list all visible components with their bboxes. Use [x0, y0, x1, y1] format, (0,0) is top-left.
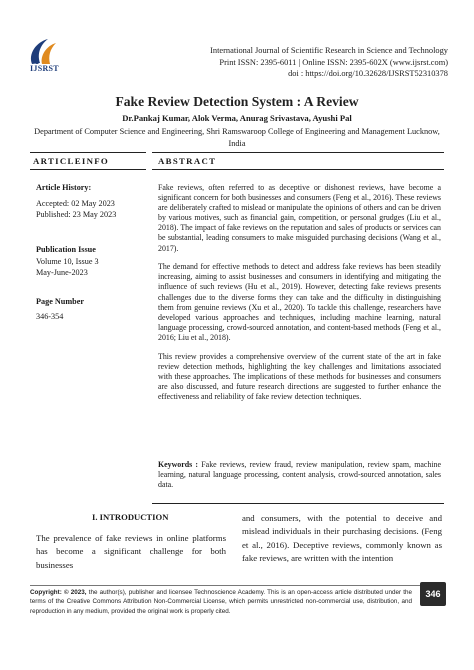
abstract-bottom-rule: [152, 503, 444, 504]
copyright-notice: [30, 588, 412, 616]
abstract-paragraph-3: This review provides a comprehensive overview of the current state of the art in fake review detection methods, highlighting the key challenges and limitations associated with these approaches. The implications of these methods for businesses and consumers are also discussed, and future research directions are suggested to further enhance the effectiveness and reliability of fake review detection techniques.: [158, 351, 441, 401]
journal-header: [210, 45, 448, 80]
journal-doi[interactable]: doi : https://doi.org/10.32628/IJSRST52310378: [288, 69, 448, 78]
paper-affiliation: Department of Computer Science and Engineering, Shri Ramswaroop College of Engineering and Management Lucknow, India: [34, 127, 440, 148]
abstract-body: [158, 183, 441, 411]
keywords-label: Keywords :: [158, 460, 199, 469]
article-info-heading: ARTICLEINFO: [33, 156, 110, 166]
copyright-year: 2023,: [70, 589, 87, 596]
abstract-heading: ABSTRACT: [158, 156, 217, 166]
copyright-text: the author(s), publisher and licensee Technoscience Academy. This is an open-access article distributed under the terms of the Creative Commons Attribution Non-Commercial License, which permits unrestricted non-commercial use, distribution, and reproduction in any medium, provided the original work is properly cited.: [30, 589, 413, 615]
issue-months: May-June-2023: [36, 268, 88, 277]
published-date: Published: 23 May 2023: [36, 210, 117, 219]
keywords: [158, 460, 441, 490]
copyright-label: Copyright: ©: [30, 589, 69, 596]
page-number-block: [36, 296, 144, 322]
article-history: [36, 182, 144, 221]
publication-issue-label: Publication Issue: [36, 245, 96, 254]
article-info-top-rule: [30, 152, 146, 153]
journal-issn: Print ISSN: 2395-6011 | Online ISSN: 2395-602X (www.ijsrst.com): [219, 57, 448, 67]
article-history-label: Article History:: [36, 183, 92, 192]
introduction-heading: I. INTRODUCTION: [92, 512, 169, 522]
intro-left-column: The prevalence of fake reviews in online platforms has become a significant challenge for both businesses: [36, 533, 226, 570]
paper-title: Fake Review Detection System : A Review: [115, 94, 359, 109]
page-number-label: Page Number: [36, 297, 84, 306]
abstract-mid-rule: [152, 169, 444, 170]
footer-rule: [30, 585, 420, 586]
paper-authors: Dr.Pankaj Kumar, Alok Verma, Anurag Srivastava, Ayushi Pal: [122, 113, 352, 123]
article-info-mid-rule: [30, 169, 146, 170]
accepted-date: Accepted: 02 May 2023: [36, 198, 115, 208]
page-number-badge: 346: [420, 582, 446, 606]
abstract-paragraph-2: The demand for effective methods to detect and address fake reviews has been steadily increasing, aiming to assist businesses and consumers in identifying and mitigating the influence of such reviews (Hu et al., 2019). However, detecting fake reviews presents challenges due to the diverse forms they can take and the difficulty in distinguishing them from genuine reviews (Xu et al., 2020). To tackle this challenge, researchers have developed various approaches and techniques, including machine learning, natural language processing, crowd-sourced annotation, and content-based methods (Feng et al., 2016; Liu et al., 2018).: [158, 262, 441, 342]
volume-issue: Volume 10, Issue 3: [36, 256, 99, 266]
page-range: 346-354: [36, 311, 64, 321]
journal-name: International Journal of Scientific Research in Science and Technology: [210, 46, 448, 55]
abstract-top-rule: [152, 152, 444, 153]
publication-issue: [36, 244, 144, 279]
abstract-paragraph-1: Fake reviews, often referred to as deceptive or dishonest reviews, have become a significant concern for both businesses and consumers (Feng et al., 2016). These reviews are deliberately crafted to mislead or manipulate the opinions of others and can be driven by various motives, such as financial gain, competition, or personal grudges (Liu et al., 2018). The impact of fake reviews on the reputation and sales of products or services can be substantial, leading consumers to make misguided purchasing decisions (Wang et al., 2017).: [158, 183, 441, 253]
intro-right-column: and consumers, with the potential to deceive and mislead individuals in their purchasing decisions. (Feng et al., 2016). Deceptive reviews, commonly known as fake reviews, are written with the intention: [242, 513, 442, 564]
keywords-text: Fake reviews, review fraud, review manipulation, review spam, machine learning, natural language processing, content analysis, crowd-sourced annotation, sales data.: [158, 460, 441, 490]
journal-logo-text: IJSRST: [30, 64, 59, 73]
